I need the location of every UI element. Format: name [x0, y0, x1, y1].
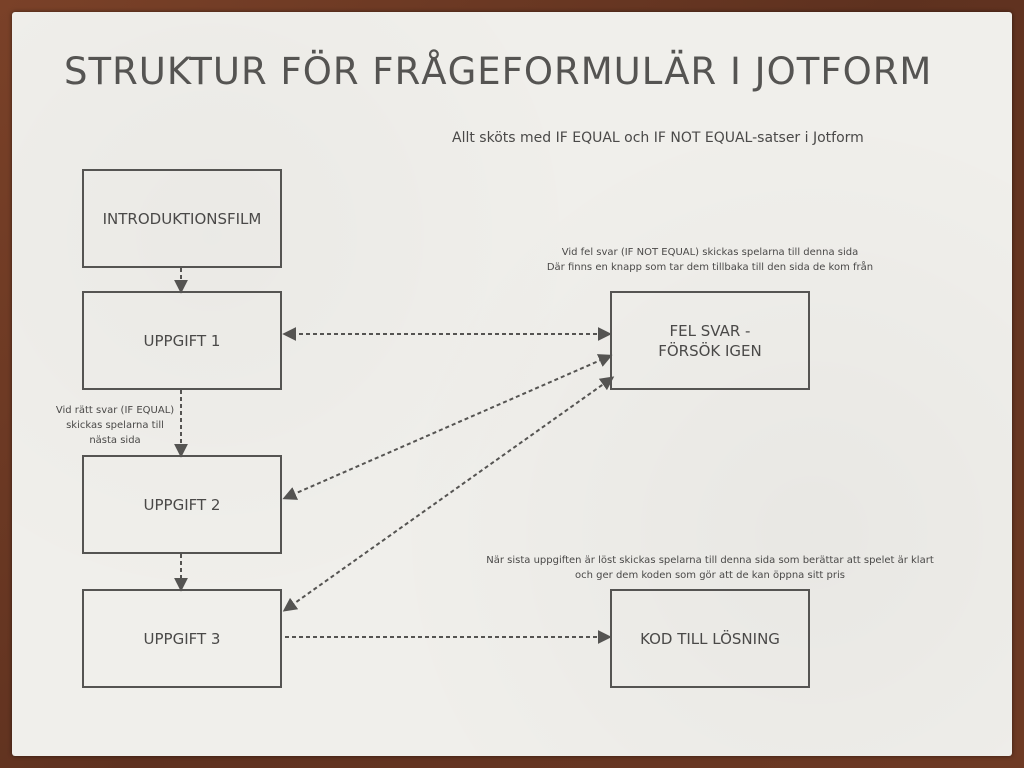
note-line: Vid rätt svar (IF EQUAL): [55, 405, 175, 416]
page-subtitle: Allt sköts med IF EQUAL och IF NOT EQUAL-satser i Jotform: [452, 130, 864, 146]
node-introduktionsfilm: [82, 169, 282, 268]
note-line: Där finns en knapp som tar dem tillbaka till den sida de kom från: [546, 262, 874, 273]
node-kod-till-losning: [610, 589, 810, 688]
node-label: UPPGIFT 2: [143, 495, 221, 514]
arrow-uppgift2-fel-svar: [285, 356, 610, 498]
node-fel-svar: [610, 291, 810, 390]
note-line: När sista uppgiften är löst skickas spelarna till denna sida som berättar att spelet är klart: [486, 555, 934, 566]
node-label: KOD TILL LÖSNING: [640, 629, 780, 648]
note-fel-svar: [520, 245, 900, 275]
node-label: UPPGIFT 1: [143, 331, 221, 350]
note-line: och ger dem koden som gör att de kan öppna sitt pris: [575, 570, 845, 581]
node-label-line2: FÖRSÖK IGEN: [658, 341, 762, 360]
page-title: STRUKTUR FÖR FRÅGEFORMULÄR I JOTFORM: [64, 50, 933, 93]
note-line: nästa sida: [89, 435, 141, 446]
node-label-line1: FEL SVAR -: [669, 321, 751, 340]
note-sista-uppgift: [450, 553, 970, 583]
note-ratt-svar: [40, 403, 190, 448]
node-uppgift-2: [82, 455, 282, 554]
node-label: UPPGIFT 3: [143, 629, 221, 648]
note-line: skickas spelarna till: [66, 420, 164, 431]
node-label: INTRODUKTIONSFILM: [102, 209, 262, 228]
note-line: Vid fel svar (IF NOT EQUAL) skickas spelarna till denna sida: [561, 247, 859, 258]
node-uppgift-1: [82, 291, 282, 390]
node-uppgift-3: [82, 589, 282, 688]
